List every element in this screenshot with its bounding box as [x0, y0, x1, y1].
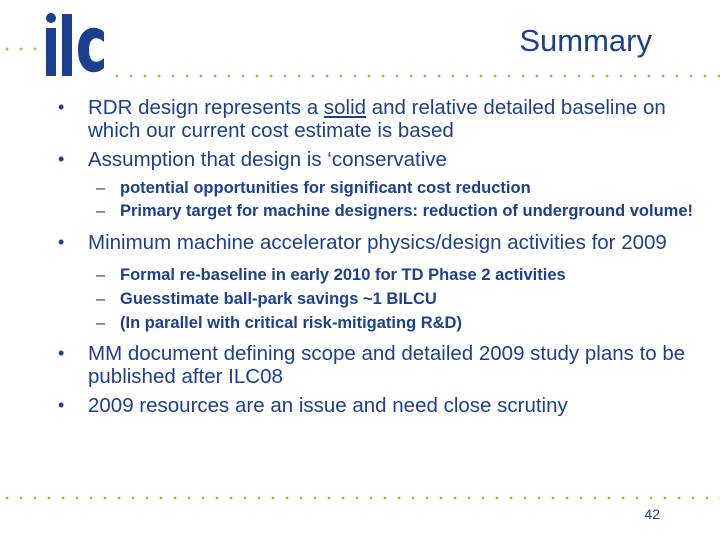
bullet-item [58, 96, 698, 142]
underlined-word: solid [323, 96, 367, 119]
sub-bullet-text: Primary target for machine designers: reduction of underground volume! [120, 202, 694, 220]
sub-bullet-item [58, 312, 698, 334]
bullet-text: MM document defining scope and detailed 2009 study plans to be published after ILC08 [88, 342, 686, 388]
slide-title: Summary [519, 23, 652, 58]
sub-bullet-item [58, 264, 698, 286]
dotted-rule-bottom [0, 496, 720, 500]
bullet-icon: • [58, 97, 65, 117]
bullet-icon: • [58, 395, 65, 415]
bullet-text: Assumption that design is ‘conservative [88, 148, 447, 171]
bullet-item [58, 342, 698, 388]
dash-icon: – [96, 290, 106, 308]
dash-icon: – [96, 202, 106, 220]
bullet-item [58, 231, 698, 254]
dash-icon: – [96, 179, 106, 197]
ilc-logo [44, 10, 106, 80]
sub-bullet-item [58, 201, 698, 221]
bullet-item [58, 394, 698, 417]
sub-bullet-text: potential opportunities for significant cost reduction [120, 179, 531, 197]
dotted-rule-top [110, 74, 720, 78]
bullet-item [58, 148, 698, 171]
sub-bullet-text: (In parallel with critical risk-mitigating R&D) [120, 314, 462, 332]
sub-bullet-item [58, 177, 698, 199]
bullet-text: 2009 resources are an issue and need close scrutiny [88, 394, 568, 417]
sub-bullet-text: Guesstimate ball-park savings ~1 BILCU [120, 290, 437, 308]
dash-icon: – [96, 266, 106, 284]
sub-bullet-text: Formal re-baseline in early 2010 for TD Phase 2 activities [120, 266, 566, 284]
dash-icon: – [96, 314, 106, 332]
page-number: 42 [644, 506, 660, 522]
dotted-rule-top-left [0, 47, 46, 51]
sub-bullet-item [58, 288, 698, 310]
bullet-list [58, 96, 698, 417]
bullet-icon: • [58, 343, 65, 363]
bullet-text: RDR design represents a solid and relative detailed baseline on which our current cost estimate is based [88, 96, 666, 142]
bullet-text: Minimum machine accelerator physics/design activities for 2009 [88, 231, 667, 254]
bullet-icon: • [58, 232, 65, 252]
bullet-icon: • [58, 149, 65, 169]
